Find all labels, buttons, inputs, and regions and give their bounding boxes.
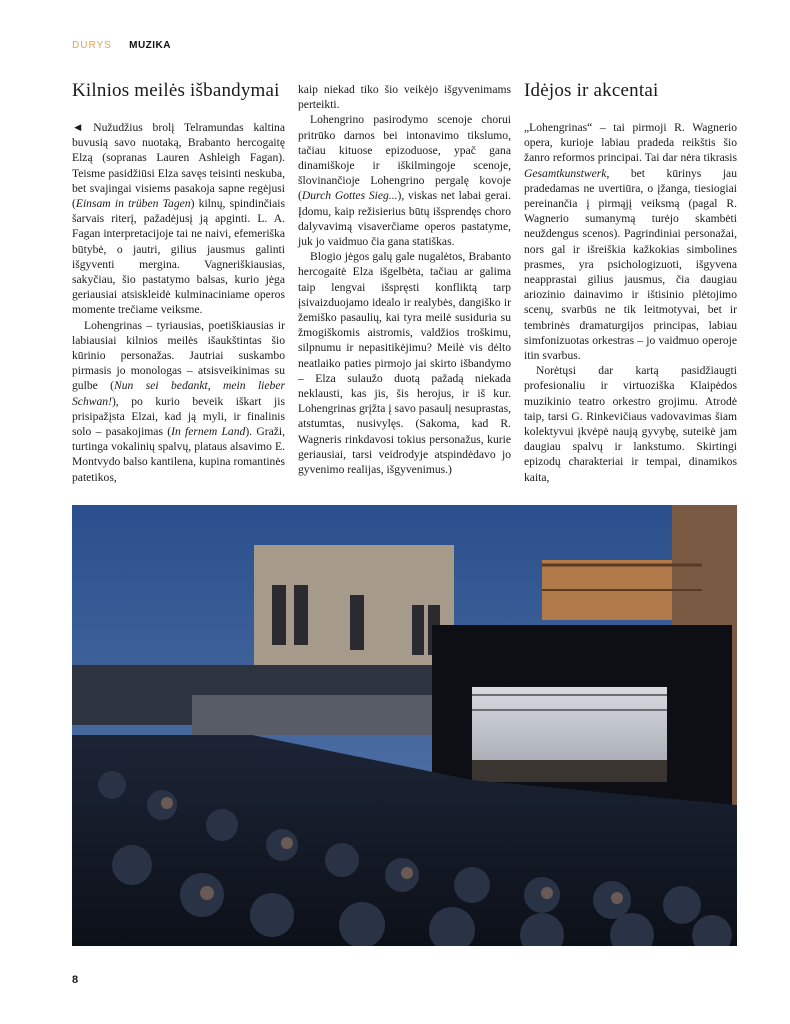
column-left [72, 78, 285, 485]
page-number: 8 [72, 974, 79, 986]
paragraph: Norėtųsi dar kartą pasidžiaugti profesionaliu ir virtuoziška Klaipėdos muzikinio teatro orkestro grojimu. Atrodė taip, tarsi G. Rinkevičiaus vadovavimas šiam kolektyvui įkvėpė naują gyvybę, suteikė jam daugiau spalvų ir lankstumo. Skirtingi epizodų charakteriai ir tempai, dinamikos kaita, [524, 364, 737, 484]
magazine-brand: DURYS [72, 40, 112, 51]
paragraph: kaip niekad tiko šio veikėjo išgyvenimams perteikti. [298, 83, 511, 112]
paragraph: Blogio jėgos galų gale nugalėtos, Brabanto hercogaitė Elza išgelbėta, tačiau ar galima taip lengvai išspręsti konfliktą tarp įsivaizduojamo idealo ir realybės, dangiško ir žemiško pasaulių, kai tyra meilė susiduria su žmogiškomis aistromis, valdžios troškimu, silpnumu ir nepasitikėjimu? Meilė vis dėlto neatlaiko paties pirmojo jai skirto išbandymo – Elza sulaužo duotą pažadą niekada neklausti, kas jis, šis herojus, ir iš kur. Lohengrinas grįžta į savo pasaulį nesuprastas, atstumtas, nusivylęs. (Sakoma, kad R. Wagneris rinkdavosi tokius personažus, kurie geriausiai, tarsi veidrodyje atspindėdavo jo gyvenimo realijas, išgyvenimus.) [298, 250, 511, 477]
paragraph: Lohengrinas – tyriausias, poetiškiausias ir labiausiai kilnios meilės išaukštintas šio kūrinio personažas. Jautriai suskambo pirmasis jo monologas – atsisveikinimas su gulbe (Nun sei bedankt, mein lieber Schwan!), po kurio beveik iškart jis prisipažįsta Elzai, kad ją myli, ir finalinis solo – pasakojimas (In fernem Land). Graži, turtinga vokalinių spalvų, plataus alsavimo E. Montvydo balso kantilena, kupina romantinės patetikos, [72, 318, 285, 484]
column-right [524, 78, 737, 485]
paragraph: „Lohengrinas“ – tai pirmoji R. Wagnerio opera, kurioje labiau pradeda reikštis šio žanro reformos principai. Tai dar nėra tikrasis Gesamtkunstwerk, bet kūrinys jau pradedamas ne uvertiūra, o įžanga, tiesiogiai pereinančia į pirmąjį veiksmą (pagal R. Wagnerio sumanymą turėjo skambėti neuždengus scenos). Pagrindiniai personažai, nors gal ir išreiškia kažkokias simbolines prasmes, yra psichologizuoti, išgyvena neapprastai gilius jausmus, čia daugiau ariozinio dainavimo ir ištisinio plėtojimo scenų, svarbūs ne tik leitmotyvai, bet ir tembrinės dramaturgijos principas, labiau simfonizuotas orkestras – jo vaidmuo operoje itin svarbus. [524, 121, 737, 363]
paragraph: ◄ Nužudžius brolį Telramundas kaltina buvusią savo nuotaką, Brabanto hercogaitę Elzą (sopranas Lauren Ashleigh Fagan). Teisme pasidžiūsi Elza savęs teisinti neskuba, bet svajingai visiems pasakoja sapne regėjusi (Einsam in trüben Tagen) kilnų, spindinčiais šarvais riterį, pažadėjusį ją apginti. L. A. Fagan interpretacijoje tai ne naivi, efemeriška būtybė, o jautri, gilius jausmus galinti išgyventi mergina. Vagneriškiausias, sakyčiau, šio pastatymo balsas, kurio jėga geriausiai atsiskleidė kulminaciniame operos momente trečiame veiksme. [72, 121, 286, 317]
heading-left: Kilnios meilės išbandymai [72, 80, 280, 101]
section-label: MUZIKA [129, 40, 171, 51]
heading-right: Idėjos ir akcentai [524, 80, 659, 101]
concert-photo [72, 505, 737, 946]
column-middle [298, 82, 511, 477]
running-header [72, 40, 171, 51]
paragraph: Lohengrino pasirodymo scenoje chorui pritrūko darnos bei intonavimo tikslumo, tačiau kituose epizoduose, ypač gana dinamiškoje ir iškilmingoje scenoje, šlovinančioje Lohengrino pergalę kovoje (Durch Gottes Sieg...), viskas net labai gerai. Įdomu, kaip režisierius būtų išsprendęs choro dalyvavimą visaverčiame operos pastatyme, juk jo vaidmuo čia gana statiškas. [298, 113, 511, 249]
